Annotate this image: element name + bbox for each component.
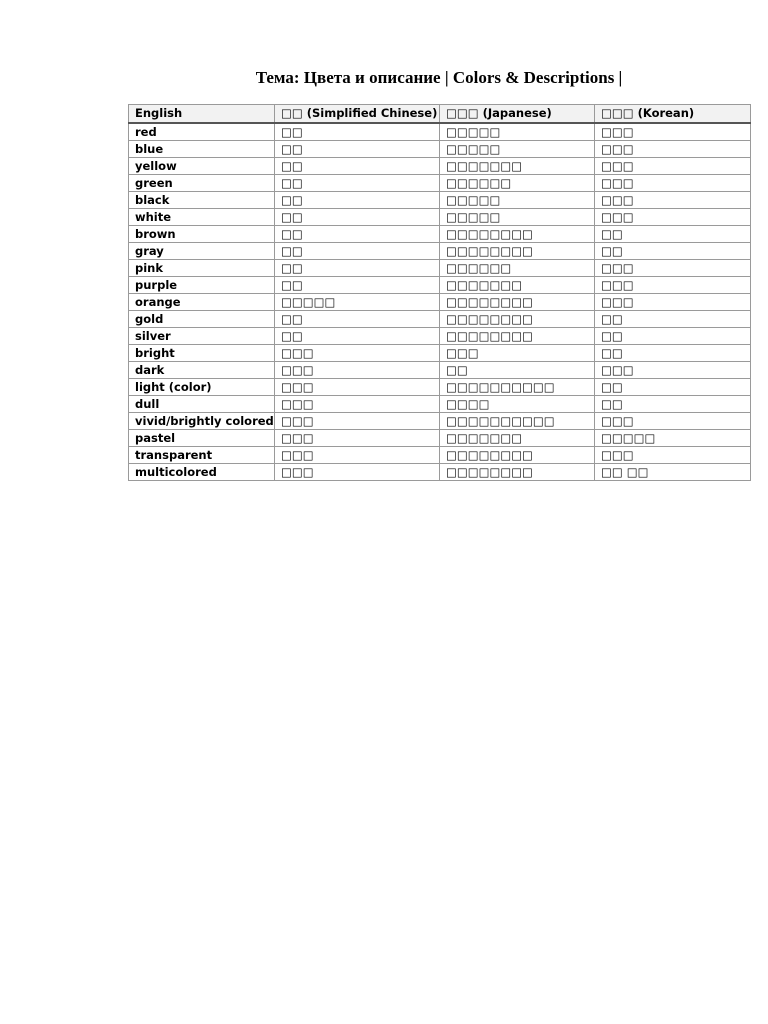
cell-japanese: □□ <box>440 362 595 379</box>
cell-chinese: □□ <box>275 277 440 294</box>
vocabulary-table <box>128 104 751 481</box>
cell-korean: □□□ <box>595 277 751 294</box>
table-row <box>129 175 751 192</box>
cell-korean: □□□ <box>595 209 751 226</box>
page-title: Тема: Цвета и описание | Colors & Descriptions | <box>255 68 623 87</box>
cell-japanese: □□□□□□□ <box>440 430 595 447</box>
cell-korean: □□□ <box>595 362 751 379</box>
table-row <box>129 243 751 260</box>
cell-korean: □□ <box>595 328 751 345</box>
cell-chinese: □□ <box>275 192 440 209</box>
cell-chinese: □□□ <box>275 447 440 464</box>
cell-korean: □□□ <box>595 260 751 277</box>
cell-korean: □□ <box>595 396 751 413</box>
cell-japanese: □□□□□□ <box>440 260 595 277</box>
cell-japanese: □□□□□□□□ <box>440 464 595 481</box>
cell-chinese: □□ <box>275 175 440 192</box>
table-row <box>129 379 751 396</box>
cell-japanese: □□□□□□□□ <box>440 226 595 243</box>
cell-english: white <box>129 209 275 226</box>
table-header-row <box>129 105 751 124</box>
cell-chinese: □□ <box>275 226 440 243</box>
cell-english: red <box>129 123 275 141</box>
cell-japanese: □□□□□□□□ <box>440 294 595 311</box>
cell-japanese: □□□□□ <box>440 123 595 141</box>
cell-english: dark <box>129 362 275 379</box>
cell-japanese: □□□□□□ <box>440 175 595 192</box>
cell-korean: □□□ <box>595 158 751 175</box>
cell-korean: □□□ <box>595 192 751 209</box>
table-row <box>129 396 751 413</box>
cell-korean: □□□□□ <box>595 430 751 447</box>
column-header-english: English <box>129 105 275 124</box>
table-row <box>129 345 751 362</box>
table-row <box>129 447 751 464</box>
cell-korean: □□ <box>595 243 751 260</box>
cell-english: light (color) <box>129 379 275 396</box>
cell-korean: □□ <box>595 379 751 396</box>
cell-chinese: □□ <box>275 311 440 328</box>
cell-japanese: □□□□□□□ <box>440 277 595 294</box>
cell-korean: □□ <box>595 345 751 362</box>
table-row <box>129 294 751 311</box>
cell-japanese: □□□□□□□□ <box>440 311 595 328</box>
cell-japanese: □□□ <box>440 345 595 362</box>
cell-english: pink <box>129 260 275 277</box>
cell-chinese: □□ <box>275 141 440 158</box>
cell-chinese: □□□ <box>275 430 440 447</box>
cell-chinese: □□ <box>275 260 440 277</box>
cell-english: dull <box>129 396 275 413</box>
cell-japanese: □□□□ <box>440 396 595 413</box>
cell-chinese: □□ <box>275 158 440 175</box>
table-row <box>129 141 751 158</box>
table-row <box>129 158 751 175</box>
cell-english: multicolored <box>129 464 275 481</box>
cell-chinese: □□□ <box>275 345 440 362</box>
cell-english: green <box>129 175 275 192</box>
cell-chinese: □□ <box>275 328 440 345</box>
cell-korean: □□ □□ <box>595 464 751 481</box>
cell-korean: □□□ <box>595 175 751 192</box>
table-row <box>129 209 751 226</box>
cell-korean: □□□ <box>595 447 751 464</box>
table-row <box>129 226 751 243</box>
column-header-japanese: □□□ (Japanese) <box>440 105 595 124</box>
cell-english: vivid/brightly colored <box>129 413 275 430</box>
cell-english: orange <box>129 294 275 311</box>
cell-japanese: □□□□□□□□□□ <box>440 379 595 396</box>
table-row <box>129 362 751 379</box>
table-row <box>129 328 751 345</box>
cell-english: silver <box>129 328 275 345</box>
cell-chinese: □□□ <box>275 413 440 430</box>
cell-english: gold <box>129 311 275 328</box>
cell-english: yellow <box>129 158 275 175</box>
cell-korean: □□ <box>595 226 751 243</box>
cell-chinese: □□ <box>275 243 440 260</box>
table-row <box>129 311 751 328</box>
cell-japanese: □□□□□□□□ <box>440 243 595 260</box>
cell-japanese: □□□□□□□ <box>440 158 595 175</box>
cell-english: gray <box>129 243 275 260</box>
cell-english: brown <box>129 226 275 243</box>
column-header-korean: □□□ (Korean) <box>595 105 751 124</box>
column-header-chinese: □□ (Simplified Chinese) <box>275 105 440 124</box>
table-row <box>129 260 751 277</box>
cell-japanese: □□□□□ <box>440 141 595 158</box>
cell-chinese: □□□ <box>275 464 440 481</box>
cell-korean: □□□ <box>595 413 751 430</box>
cell-english: purple <box>129 277 275 294</box>
cell-korean: □□□ <box>595 141 751 158</box>
cell-japanese: □□□□□□□□□□ <box>440 413 595 430</box>
cell-english: black <box>129 192 275 209</box>
table-row <box>129 464 751 481</box>
cell-english: bright <box>129 345 275 362</box>
cell-english: transparent <box>129 447 275 464</box>
cell-korean: □□ <box>595 311 751 328</box>
table-row <box>129 123 751 141</box>
table-row <box>129 277 751 294</box>
cell-english: blue <box>129 141 275 158</box>
cell-chinese: □□ <box>275 123 440 141</box>
cell-english: pastel <box>129 430 275 447</box>
cell-chinese: □□□□□ <box>275 294 440 311</box>
table-row <box>129 430 751 447</box>
cell-japanese: □□□□□□□□ <box>440 447 595 464</box>
table-row <box>129 413 751 430</box>
cell-korean: □□□ <box>595 123 751 141</box>
cell-korean: □□□ <box>595 294 751 311</box>
cell-chinese: □□ <box>275 209 440 226</box>
cell-chinese: □□□ <box>275 379 440 396</box>
cell-japanese: □□□□□ <box>440 209 595 226</box>
table-row <box>129 192 751 209</box>
cell-chinese: □□□ <box>275 396 440 413</box>
cell-japanese: □□□□□□□□ <box>440 328 595 345</box>
cell-chinese: □□□ <box>275 362 440 379</box>
cell-japanese: □□□□□ <box>440 192 595 209</box>
